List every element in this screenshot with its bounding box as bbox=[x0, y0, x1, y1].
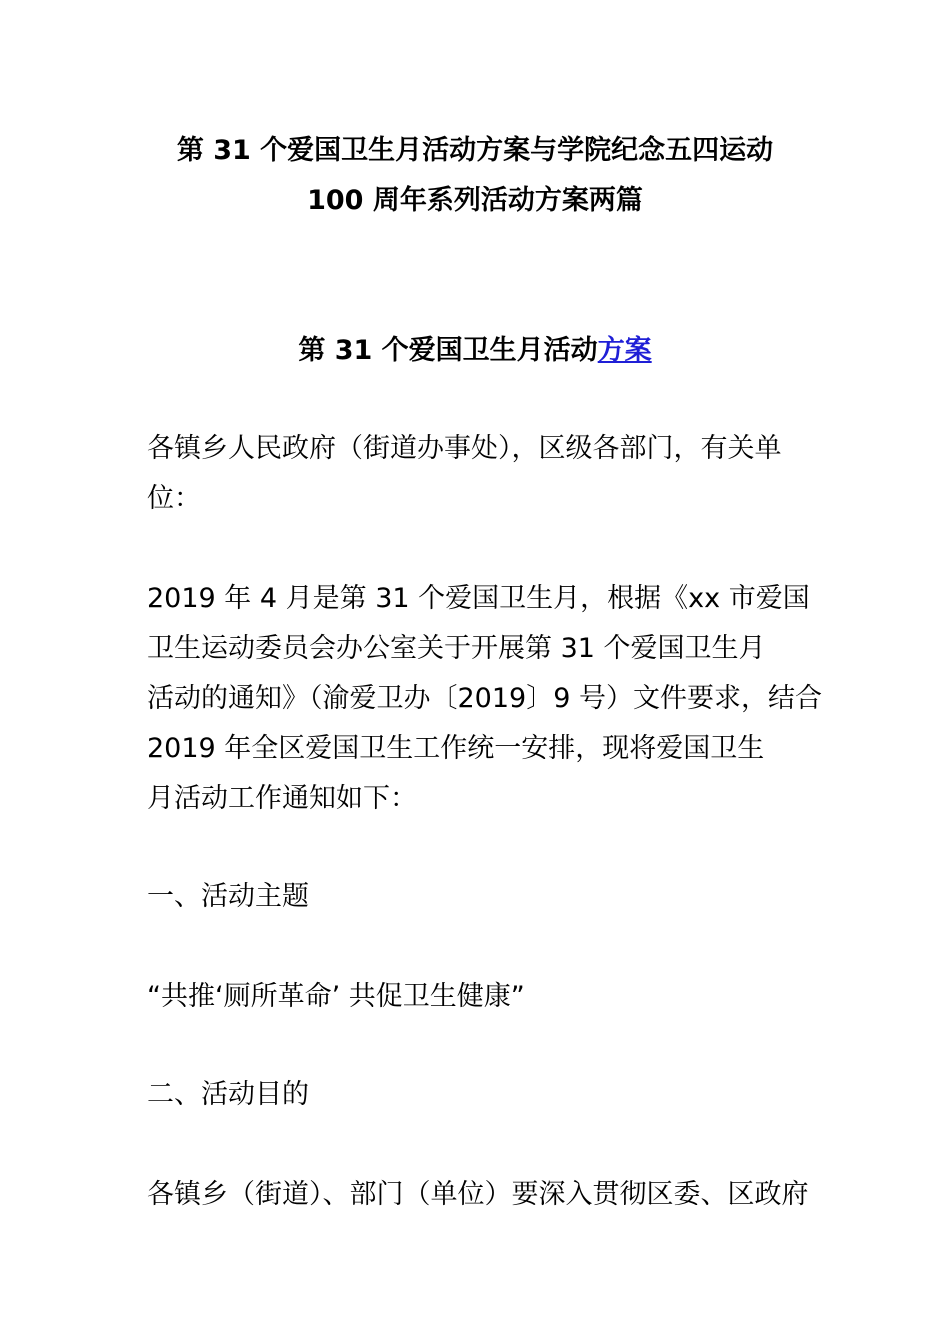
salutation-line-1: 各镇乡人民政府（街道办事处），区级各部门，有关单 bbox=[147, 433, 782, 464]
heading-activity-theme-text: 一、活动主题 bbox=[147, 881, 309, 912]
salutation-line-2: 位： bbox=[147, 483, 201, 514]
heading-activity-purpose bbox=[147, 1070, 812, 1120]
heading-activity-purpose-text: 二、活动目的 bbox=[147, 1079, 309, 1110]
intro-line-5: 月活动工作通知如下： bbox=[147, 783, 417, 814]
section-title-text: 第 31 个爱国卫生月活动 bbox=[298, 335, 598, 366]
intro-line-1: 2019 年 4 月是第 31 个爱国卫生月，根据《xx 市爱国 bbox=[147, 583, 810, 614]
section-title-link[interactable]: 方案 bbox=[597, 335, 652, 366]
intro-line-2: 卫生运动委员会办公室关于开展第 31 个爱国卫生月 bbox=[147, 633, 766, 664]
purpose-line-1: 各镇乡（街道）、部门（单位）要深入贯彻区委、区政府 bbox=[147, 1179, 809, 1210]
document-title bbox=[0, 126, 950, 226]
intro-line-3: 活动的通知》（渝爱卫办〔2019〕9 号）文件要求，结合 bbox=[147, 683, 822, 714]
section-title bbox=[0, 328, 950, 374]
theme-slogan bbox=[147, 972, 812, 1022]
salutation bbox=[147, 424, 812, 524]
intro-paragraph bbox=[147, 574, 822, 824]
document-title-line-2: 100 周年系列活动方案两篇 bbox=[307, 185, 643, 216]
theme-slogan-text: “共推‘厕所革命’ 共促卫生健康” bbox=[147, 981, 525, 1012]
document-title-line-1: 第 31 个爱国卫生月活动方案与学院纪念五四运动 bbox=[176, 135, 774, 166]
heading-activity-theme bbox=[147, 872, 812, 922]
intro-line-4: 2019 年全区爱国卫生工作统一安排，现将爱国卫生 bbox=[147, 733, 765, 764]
purpose-paragraph bbox=[147, 1170, 812, 1220]
